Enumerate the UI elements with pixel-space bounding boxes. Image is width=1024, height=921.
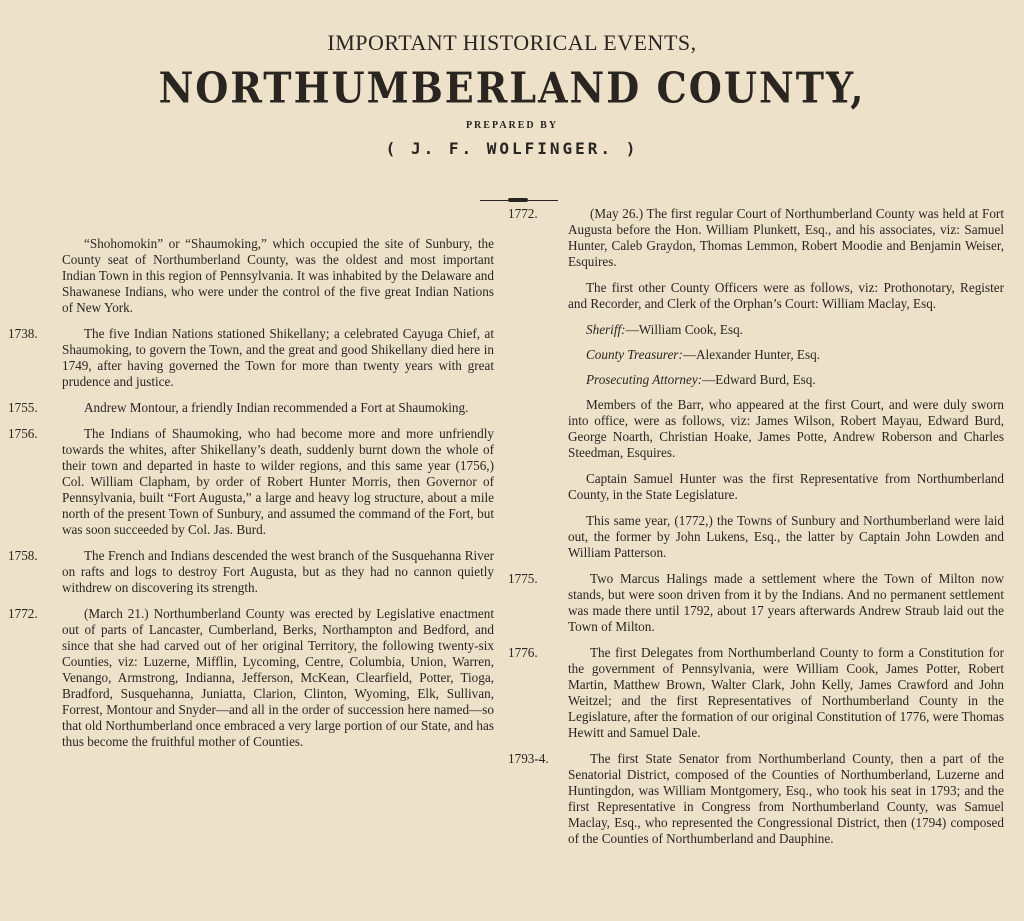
intro-paragraph: “Shohomokin” or “Shaumoking,” which occupied the site of Sunbury, the County seat of Northumberland County, was the oldest and most important Indian Town in this region of Pennsylvania. It was inhabited by the Delaware and Shawanese Indians, who were under the control of the five great Indian Nations of New York. xyxy=(62,236,494,315)
entry-text: The five Indian Nations stationed Shikellany; a celebrated Cayuga Chief, at Shaumoking, to govern the Town, and the great and good Shikellany died here in 1749, after having governed the Town for more than twenty years with great prudence and justice. xyxy=(62,326,494,389)
officer-name: —Edward Burd, Esq. xyxy=(702,372,816,387)
entry-year: 1738. xyxy=(8,326,38,341)
entry-text: The first State Senator from Northumberland County, then a part of the Senatorial District, composed of the Counties of Northumberland, Luzerne and Huntingdon, was William Montgomery, Esq., who took his seat in 1793; and the first Representative in Congress from Northumberland County, was Samuel Maclay, Esq., who represented the Congressional District, then (1794) composed of the Counties of Northumberland and Dauphine. xyxy=(568,751,1004,846)
entry-text: (May 26.) The first regular Court of Northumberland County was held at Fort Augusta before the Hon. William Plunkett, Esq., and his associates, viz: Samuel Hunter, Caleb Graydon, Thomas Lemmon, Robert Moodie and Benjamin Weiser, Esquires. xyxy=(568,206,1004,269)
officer-sheriff xyxy=(568,322,1004,338)
officer-role: Prosecuting Attorney: xyxy=(586,372,703,387)
entry-1772-march xyxy=(8,606,494,750)
entry-year: 1756. xyxy=(8,426,38,441)
entry-year: 1755. xyxy=(8,400,38,415)
officer-name: —Alexander Hunter, Esq. xyxy=(682,347,821,362)
entry-1756 xyxy=(8,426,494,538)
officer-name: —William Cook, Esq. xyxy=(625,322,743,337)
entry-text: The Indians of Shaumoking, who had become more and more unfriendly towards the whites, after Shikellany’s death, suddenly burnt down the whole of their town and departed in haste to wilder regions, and this same year (1756,) Col. William Clapham, by order of Robert Hunter Morris, then Governor of Pennsylvania, built “Fort Augusta,” a large and heavy log structure, about a mile north of the present Town of Sunbury, and assumed the command of the Fort, but was soon succeeded by Col. Jas. Burd. xyxy=(62,426,494,537)
entry-year: 1772. xyxy=(8,606,38,621)
left-column xyxy=(8,236,494,760)
header-kicker: IMPORTANT HISTORICAL EVENTS, xyxy=(327,30,697,55)
page-title: NORTHUMBERLAND COUNTY, xyxy=(158,62,866,113)
entry-1775 xyxy=(508,571,1004,635)
towns-paragraph: This same year, (1772,) the Towns of Sunbury and Northumberland were laid out, the former by John Lukens, Esq., the latter by Captain John Lowden and William Patterson. xyxy=(568,513,1004,560)
officer-role: Sheriff: xyxy=(586,322,626,337)
entry-year: 1758. xyxy=(8,548,38,563)
document-header xyxy=(0,30,1024,158)
entry-year: 1772. xyxy=(508,206,538,221)
entry-1755 xyxy=(8,400,494,416)
entry-1758 xyxy=(8,548,494,596)
right-column xyxy=(508,206,1004,857)
entry-1772-may xyxy=(508,206,1004,270)
officer-treasurer xyxy=(568,347,1004,363)
entry-year: 1776. xyxy=(508,645,538,660)
prepared-by-label: PREPARED BY xyxy=(465,120,559,131)
entry-text: Andrew Montour, a friendly Indian recommended a Fort at Shaumoking. xyxy=(84,400,469,415)
officer-role: County Treasurer: xyxy=(586,347,683,362)
officers-paragraph: The first other County Officers were as follows, viz: Prothonotary, Register and Recorder, and Clerk of the Orphan’s Court: William Maclay, Esq. xyxy=(568,280,1004,311)
entry-text: (March 21.) Northumberland County was erected by Legislative enactment out of parts of Lancaster, Cumberland, Berks, Northampton and Bedford, and since that she had carved out of her original Territory, the following twenty-six Counties, viz: Luzerne, Mifflin, Lycoming, Centre, Columbia, Union, Warren, Venango, Armstrong, Indianna, Jefferson, McKean, Clearfield, Potter, Tioga, Bradford, Susquehanna, Juniatta, Clarion, Clinton, Wyoming, Elk, Sullivan, Forrest, Montour and Snyder—and all in the order of succession here named—so that old Northumberland once embraced a very large portion of our State, and has thus become the fruithful mother of Counties. xyxy=(62,606,494,749)
entry-year: 1793-4. xyxy=(508,751,549,766)
hunter-paragraph: Captain Samuel Hunter was the first Representative from Northumberland County, in the State Legislature. xyxy=(568,471,1004,502)
entry-text: The French and Indians descended the west branch of the Susquehanna River on rafts and logs to destroy Fort Augusta, but as they had no cannon quietly withdrew on discovering its strength. xyxy=(62,548,494,595)
entry-1738 xyxy=(8,326,494,390)
ornamental-rule xyxy=(480,200,558,201)
barr-paragraph: Members of the Barr, who appeared at the first Court, and were duly sworn into office, were as follows, viz: James Wilson, Robert Mayau, Edward Burd, George Noarth, Christian Hoake, James Potte, Andrew Roberson and Charles Steedman, Esquires. xyxy=(568,397,1004,460)
entry-text: The first Delegates from Northumberland County to form a Constitution for the government of Pennsylvania, were William Cook, James Potter, Robert Martin, Matthew Brown, Walter Clark, John Kelly, James Crawford and John Weitzel; and the first Representatives of Northumberland County in the Legislature, after the formation of our original Constitution of 1776, were Thomas Hewitt and Samuel Dale. xyxy=(568,645,1004,740)
entry-1776 xyxy=(508,645,1004,741)
entry-year: 1775. xyxy=(508,571,538,586)
entry-1793-4 xyxy=(508,751,1004,847)
author-name: ( J. F. WOLFINGER. ) xyxy=(385,139,639,158)
officer-attorney xyxy=(568,372,1004,388)
entry-text: Two Marcus Halings made a settlement where the Town of Milton now stands, but were soon driven from it by the Indians. And no permanent settlement was made there until 1792, about 17 years afterwards Andrew Straub laid out the Town of Milton. xyxy=(568,571,1004,634)
